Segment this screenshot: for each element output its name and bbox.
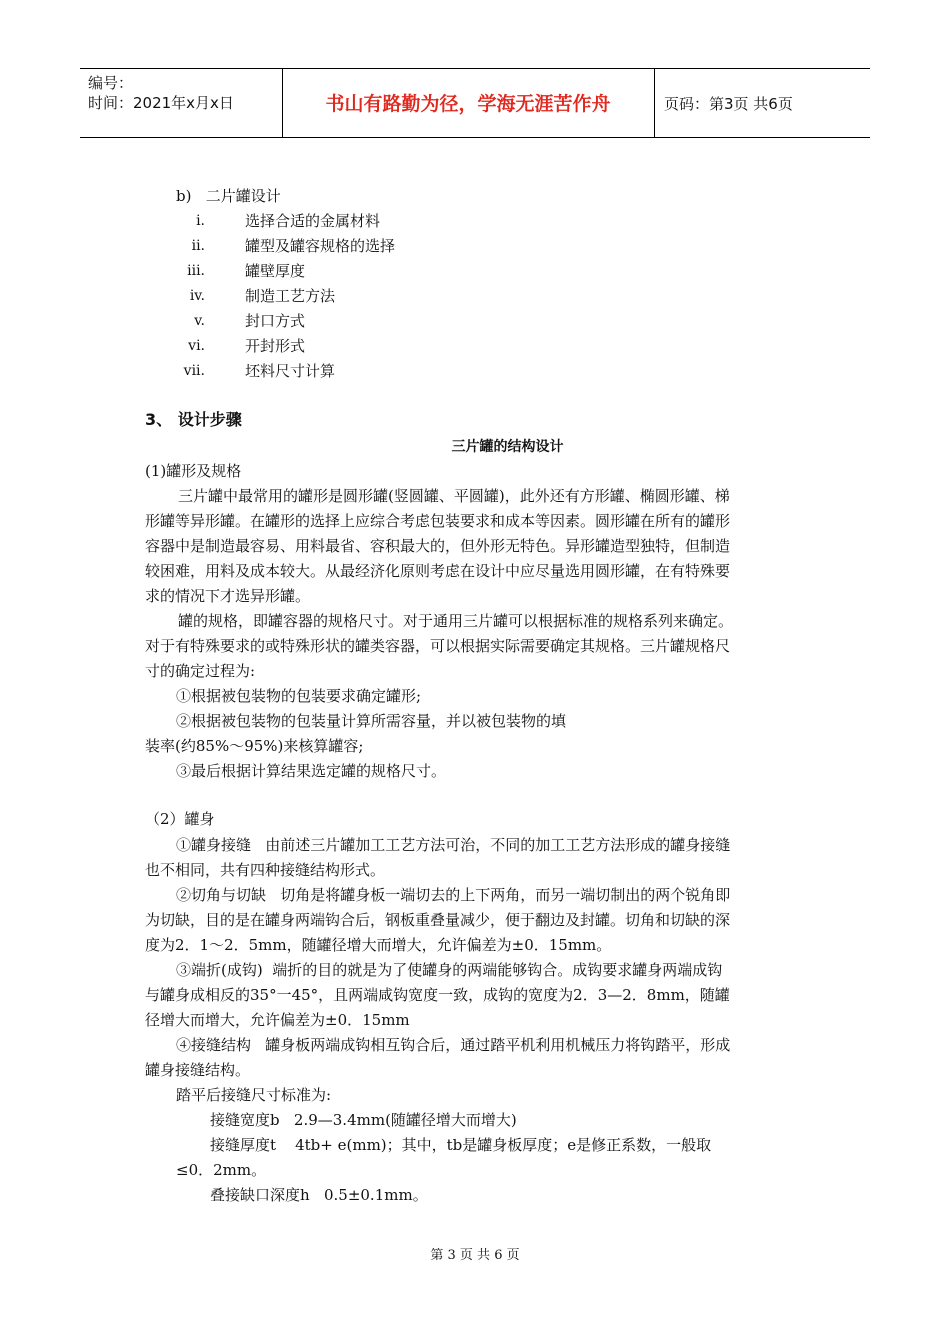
step-item: 装率(约85%～95%)来核算罐容; xyxy=(145,737,364,755)
step-item: ①根据被包装物的包装要求确定罐形; xyxy=(176,687,422,705)
outline-number: vii. xyxy=(183,363,205,379)
outline-item: 选择合适的金属材料 xyxy=(245,212,381,230)
outline-item: 坯料尺寸计算 xyxy=(245,362,336,380)
section-heading: 3、 设计步骤 xyxy=(145,410,242,429)
serial-label: 编号： xyxy=(88,74,134,92)
outline-item: 罐型及罐容规格的选择 xyxy=(245,237,396,255)
outline-number: ii. xyxy=(191,238,205,254)
text-line: 与罐身成相反的35°一45°，且两端咸钩宽度一致，成钩的宽度为2．3—2．8mm，随罐 xyxy=(145,986,730,1004)
text-line: 形罐等异形罐。在罐形的选择上应综合考虑包装要求和成本等因素。圆形罐在所有的罐形 xyxy=(145,512,731,530)
outline-item: 开封形式 xyxy=(245,337,306,355)
date-line: 时间：2021年x月x日 xyxy=(88,94,234,112)
step-item: ③最后根据计算结果选定罐的规格尺寸。 xyxy=(176,762,447,780)
page-footer: 第 3 页 共 6 页 xyxy=(430,1248,520,1263)
text-line: 容器中是制造最容易、用料最省、容积最大的，但外形无特色。异形罐造型独特，但制造 xyxy=(145,537,731,555)
text-line: ≤0．2mm。 xyxy=(176,1161,267,1179)
outline-number: i. xyxy=(196,213,205,229)
text-line: ②切角与切缺 切角是将罐身板一端切去的上下两角，而另一端切制出的两个锐角即 xyxy=(176,886,731,904)
paragraph-title: （2）罐身 xyxy=(145,810,215,828)
text-line: 较困难，用料及成本较大。从最经济化原则考虑在设计中应尽量选用圆形罐，在有特殊要 xyxy=(145,562,731,580)
text-line: 三片罐中最常用的罐形是圆形罐(竖圆罐、平圆罐)，此外还有方形罐、椭圆形罐、梯 xyxy=(178,487,730,505)
text-line: 也不相同，共有四种接缝结构形式。 xyxy=(145,861,386,879)
outline-number: vi. xyxy=(188,338,205,354)
outline-item: 罐壁厚度 xyxy=(245,262,306,280)
header-meta xyxy=(88,73,234,113)
text-line: ①罐身接缝 由前述三片罐加工工艺方法可治，不同的加工工艺方法形成的罐身接缝 xyxy=(176,836,731,854)
text-line: 罐身接缝结构。 xyxy=(145,1061,251,1079)
text-line: 求的情况下才选异形罐。 xyxy=(145,587,311,605)
outline-number: v. xyxy=(194,313,205,329)
text-line: 叠接缺口深度h 0.5±0.1mm。 xyxy=(210,1186,428,1204)
text-line: 径增大而增大，允许偏差为±0．15mm xyxy=(145,1011,410,1029)
section-subtitle: 三片罐的结构设计 xyxy=(451,439,564,455)
text-line: 度为2．1～2．5mm，随罐径增大而增大，允许偏差为±0．15mm。 xyxy=(145,936,612,954)
text-line: 对于有特殊要求的或特殊形状的罐类容器，可以根据实际需要确定其规格。三片罐规格尺 xyxy=(145,637,731,655)
text-line: ③端折(成钩) 端折的目的就是为了使罐身的两端能够钩合。成钩要求罐身两端成钩 xyxy=(176,961,723,979)
text-line: 为切缺，目的是在罐身两端钩合后，钢板重叠量减少，便于翻边及封罐。切角和切缺的深 xyxy=(145,911,731,929)
text-line: 接缝厚度t 4tb+ e(mm)；其中，tb是罐身板厚度；e是修正系数，一般取 xyxy=(210,1136,712,1154)
paragraph-title: (1)罐形及规格 xyxy=(145,462,242,480)
text-line: ④接缝结构 罐身板两端成钩相互钩合后，通过踏平机利用机械压力将钩踏平，形成 xyxy=(176,1036,731,1054)
header-divider xyxy=(654,69,655,137)
outline-heading: b) 二片罐设计 xyxy=(176,187,281,205)
text-line: 接缝宽度b 2.9—3.4mm(随罐径增大而增大) xyxy=(210,1111,517,1129)
outline-item: 制造工艺方法 xyxy=(245,287,336,305)
outline-number: iii. xyxy=(187,263,205,279)
text-line: 踏平后接缝尺寸标准为: xyxy=(176,1086,332,1104)
outline-number: iv. xyxy=(189,288,205,304)
text-line: 罐的规格，即罐容器的规格尺寸。对于通用三片罐可以根据标准的规格系列来确定。 xyxy=(178,612,734,630)
header-page-info: 页码：第3页 共6页 xyxy=(664,95,793,113)
text-line: 寸的确定过程为: xyxy=(145,662,256,680)
outline-item: 封口方式 xyxy=(245,312,306,330)
step-item: ②根据被包装物的包装量计算所需容量，并以被包装物的填 xyxy=(176,712,567,730)
header-motto: 书山有路勤为径，学海无涯苦作舟 xyxy=(325,93,611,115)
page-header xyxy=(80,68,870,138)
